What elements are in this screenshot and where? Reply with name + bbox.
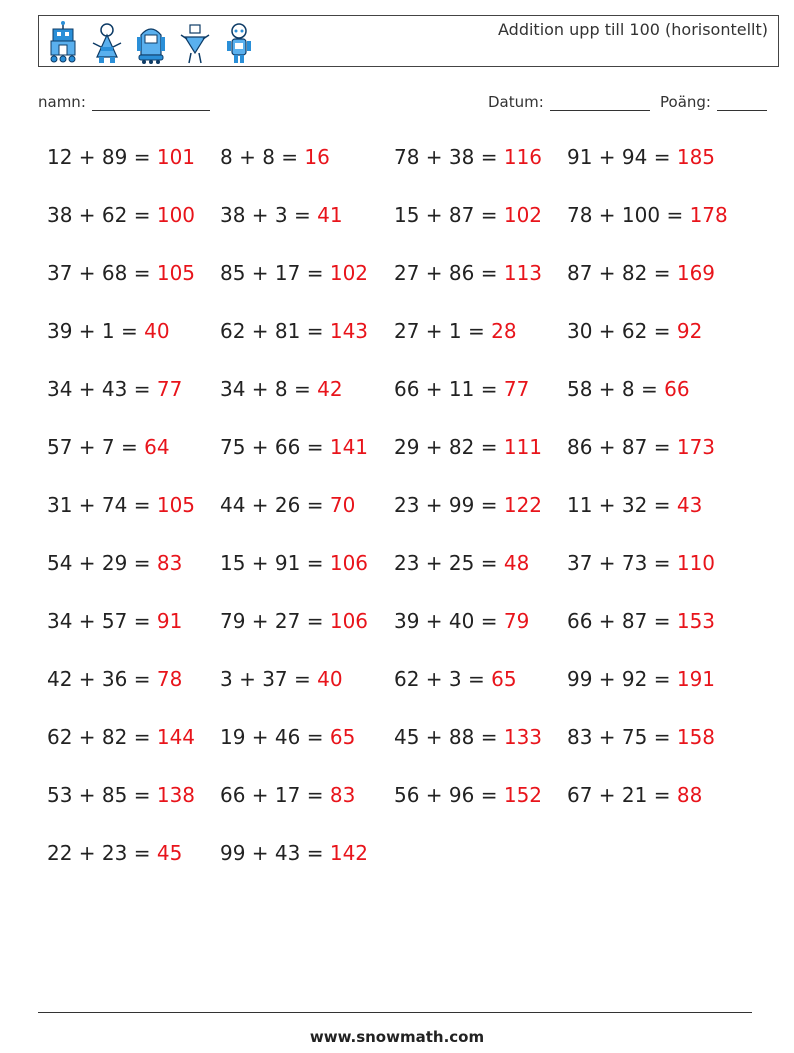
problem-answer: 158 [676, 725, 716, 749]
footer-divider [38, 1012, 752, 1013]
problem-row [47, 609, 767, 667]
problem-answer: 106 [329, 551, 369, 575]
problem-row [47, 203, 767, 261]
problem-answer: 78 [156, 667, 183, 691]
problem-answer: 45 [156, 841, 183, 865]
robot-icon [45, 21, 81, 65]
problem-answer: 173 [676, 435, 716, 459]
problem [47, 435, 170, 459]
problem-answer: 41 [317, 203, 343, 227]
problem-answer: 144 [156, 725, 196, 749]
problem-answer: 138 [156, 783, 196, 807]
problem-question: 62 + 3 = [394, 667, 485, 691]
problem-question: 23 + 99 = [394, 493, 498, 517]
problem-answer: 79 [503, 609, 530, 633]
score-input-line[interactable] [717, 94, 767, 111]
problem-question: 23 + 25 = [394, 551, 498, 575]
problem [47, 725, 195, 749]
problem [47, 377, 182, 401]
problem [567, 493, 702, 517]
problem-question: 30 + 62 = [567, 319, 671, 343]
problem-question: 3 + 37 = [220, 667, 311, 691]
problem-answer: 122 [503, 493, 543, 517]
problem-question: 31 + 74 = [47, 493, 151, 517]
problem-question: 37 + 73 = [567, 551, 671, 575]
problem-question: 57 + 7 = [47, 435, 138, 459]
problem [394, 609, 529, 633]
problem [47, 493, 195, 517]
problem-question: 99 + 43 = [220, 841, 324, 865]
problem [47, 319, 170, 343]
problem [567, 435, 715, 459]
name-label: namn: [38, 93, 86, 111]
problem-answer: 65 [491, 667, 517, 691]
problem [567, 551, 715, 575]
problem [220, 145, 330, 169]
problem [394, 725, 542, 749]
problem [220, 609, 368, 633]
problem-answer: 70 [329, 493, 356, 517]
problem-answer: 88 [676, 783, 703, 807]
problem [47, 667, 182, 691]
problem-answer: 40 [317, 667, 343, 691]
problem-answer: 48 [503, 551, 530, 575]
score-field [660, 93, 767, 111]
problem-question: 44 + 26 = [220, 493, 324, 517]
problem [567, 145, 715, 169]
problem [220, 725, 355, 749]
problem [567, 725, 715, 749]
problem-answer: 102 [503, 203, 543, 227]
problem [47, 841, 182, 865]
problem-answer: 153 [676, 609, 716, 633]
problem-answer: 141 [329, 435, 369, 459]
problem-question: 8 + 8 = [220, 145, 299, 169]
problem [220, 667, 343, 691]
problem-answer: 64 [144, 435, 170, 459]
problem-answer: 185 [676, 145, 716, 169]
problem [394, 319, 517, 343]
problem-question: 29 + 82 = [394, 435, 498, 459]
problem-answer: 142 [329, 841, 369, 865]
problem [567, 609, 715, 633]
problem-row [47, 319, 767, 377]
problem-question: 54 + 29 = [47, 551, 151, 575]
problem [394, 261, 542, 285]
problem-answer: 43 [676, 493, 703, 517]
problem-question: 38 + 3 = [220, 203, 311, 227]
problem-question: 19 + 46 = [220, 725, 324, 749]
problem-answer: 111 [503, 435, 543, 459]
problem-answer: 77 [156, 377, 183, 401]
robot-icons [45, 21, 257, 65]
problem [567, 377, 690, 401]
problem [567, 319, 702, 343]
problem-answer: 42 [317, 377, 343, 401]
problem [567, 667, 715, 691]
problem-row [47, 725, 767, 783]
problem-question: 86 + 87 = [567, 435, 671, 459]
robot-icon [89, 21, 125, 65]
name-field [38, 93, 210, 111]
problem-question: 34 + 43 = [47, 377, 151, 401]
problem-answer: 113 [503, 261, 543, 285]
problem-question: 38 + 62 = [47, 203, 151, 227]
problem-question: 15 + 87 = [394, 203, 498, 227]
problem-question: 37 + 68 = [47, 261, 151, 285]
problem-question: 62 + 81 = [220, 319, 324, 343]
problem-answer: 65 [329, 725, 356, 749]
problem [220, 551, 368, 575]
worksheet-title: Addition upp till 100 (horisontellt) [498, 20, 768, 39]
problem [394, 493, 542, 517]
problem-answer: 91 [156, 609, 183, 633]
problem-row [47, 667, 767, 725]
problem-question: 56 + 96 = [394, 783, 498, 807]
name-input-line[interactable] [92, 94, 210, 111]
problem [47, 783, 195, 807]
problem-answer: 152 [503, 783, 543, 807]
problem-answer: 16 [304, 145, 330, 169]
problem-answer: 83 [156, 551, 183, 575]
date-label: Datum: [488, 93, 544, 111]
problem-question: 78 + 100 = [567, 203, 684, 227]
score-label: Poäng: [660, 93, 711, 111]
problem-question: 85 + 17 = [220, 261, 324, 285]
problem [220, 319, 368, 343]
problem [394, 435, 542, 459]
problem [220, 377, 343, 401]
problem [394, 377, 529, 401]
problem-question: 27 + 1 = [394, 319, 485, 343]
problem-answer: 105 [156, 261, 196, 285]
problem-question: 83 + 75 = [567, 725, 671, 749]
problem-question: 12 + 89 = [47, 145, 151, 169]
problem [394, 145, 542, 169]
problem [220, 783, 355, 807]
problem [47, 551, 182, 575]
problem [220, 435, 368, 459]
problem [220, 841, 368, 865]
problem-answer: 106 [329, 609, 369, 633]
problem-question: 15 + 91 = [220, 551, 324, 575]
problem-grid [47, 145, 767, 899]
problem-row [47, 841, 767, 899]
problem-question: 39 + 1 = [47, 319, 138, 343]
problem-answer: 66 [664, 377, 690, 401]
problem-answer: 133 [503, 725, 543, 749]
footer-url: www.snowmath.com [309, 1028, 485, 1046]
problem-answer: 116 [503, 145, 543, 169]
problem [47, 145, 195, 169]
problem-answer: 191 [676, 667, 716, 691]
problem-question: 62 + 82 = [47, 725, 151, 749]
problem [220, 493, 355, 517]
info-row [38, 93, 770, 117]
header-box [38, 15, 779, 67]
problem-answer: 110 [676, 551, 716, 575]
problem-row [47, 261, 767, 319]
robot-icon [133, 21, 169, 65]
problem-row [47, 145, 767, 203]
problem-question: 34 + 57 = [47, 609, 151, 633]
problem-question: 78 + 38 = [394, 145, 498, 169]
problem-question: 45 + 88 = [394, 725, 498, 749]
date-input-line[interactable] [550, 94, 650, 111]
problem-question: 75 + 66 = [220, 435, 324, 459]
robot-icon [221, 21, 257, 65]
problem [567, 783, 702, 807]
problem-question: 91 + 94 = [567, 145, 671, 169]
problem [394, 203, 542, 227]
problem-row [47, 493, 767, 551]
problem-answer: 40 [144, 319, 170, 343]
problem-question: 58 + 8 = [567, 377, 658, 401]
problem-row [47, 551, 767, 609]
problem-question: 11 + 32 = [567, 493, 671, 517]
problem [220, 203, 343, 227]
problem-answer: 28 [491, 319, 517, 343]
problem [220, 261, 368, 285]
problem-question: 34 + 8 = [220, 377, 311, 401]
problem [567, 203, 728, 227]
problem-question: 22 + 23 = [47, 841, 151, 865]
problem-question: 66 + 87 = [567, 609, 671, 633]
problem [47, 609, 182, 633]
problem [394, 667, 517, 691]
date-field [488, 93, 650, 111]
problem-row [47, 783, 767, 841]
problem-answer: 92 [676, 319, 703, 343]
problem-question: 39 + 40 = [394, 609, 498, 633]
problem-answer: 143 [329, 319, 369, 343]
problem-answer: 100 [156, 203, 196, 227]
problem-question: 66 + 11 = [394, 377, 498, 401]
problem-row [47, 435, 767, 493]
problem [394, 551, 529, 575]
problem-question: 66 + 17 = [220, 783, 324, 807]
problem-answer: 77 [503, 377, 530, 401]
problem [394, 783, 542, 807]
problem-answer: 102 [329, 261, 369, 285]
problem-question: 87 + 82 = [567, 261, 671, 285]
problem [47, 261, 195, 285]
problem-answer: 105 [156, 493, 196, 517]
robot-icon [177, 21, 213, 65]
problem-question: 42 + 36 = [47, 667, 151, 691]
problem-question: 27 + 86 = [394, 261, 498, 285]
problem-answer: 169 [676, 261, 716, 285]
problem-answer: 83 [329, 783, 356, 807]
problem-answer: 178 [689, 203, 728, 227]
problem-question: 79 + 27 = [220, 609, 324, 633]
problem-row [47, 377, 767, 435]
problem-question: 53 + 85 = [47, 783, 151, 807]
problem [567, 261, 715, 285]
problem-question: 67 + 21 = [567, 783, 671, 807]
problem [47, 203, 195, 227]
problem-answer: 101 [156, 145, 196, 169]
problem-question: 99 + 92 = [567, 667, 671, 691]
